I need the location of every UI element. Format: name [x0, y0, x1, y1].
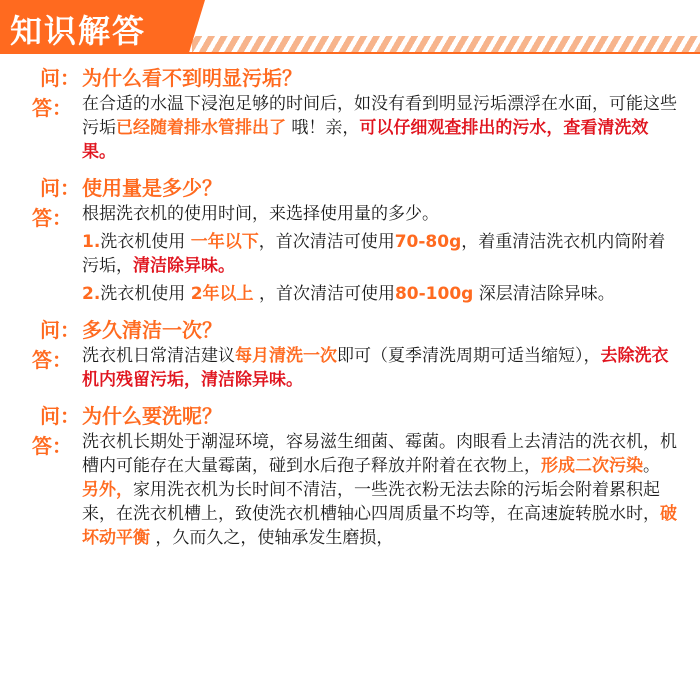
question-label: 问： [40, 404, 80, 428]
answer-text [82, 430, 677, 550]
answer-intro: 根据洗衣机的使用时间，来选择使用量的多少。 [82, 204, 439, 224]
answer-text-part: 洗衣机日常清洁建议 [82, 346, 235, 366]
answer-highlight: 破坏动平衡 [82, 504, 677, 548]
answer-highlight: 去除洗衣机内残留污垢，清洁除异味。 [82, 346, 669, 390]
question-label: 问： [40, 176, 80, 200]
answer-highlight: 每月清洗一次 [235, 346, 337, 366]
qa-content [0, 62, 700, 558]
answer-row [0, 430, 700, 550]
answer-text-part: ，着重清洁洗衣机内筒附着污垢， [82, 232, 666, 276]
answer-highlight: 另外， [82, 480, 133, 500]
answer-text-part: 家用洗衣机为长时间不清洁，一些洗衣粉无法去除的污垢会附着累积起来，在洗衣机槽上，致使洗衣机槽轴心四周质量不均等，在高速旋转脱水时， [82, 480, 660, 524]
answer-text-part: 即可（夏季清洗周期可适当缩短）， [337, 346, 601, 366]
question-row [0, 62, 700, 92]
answer-text-part: ，首次清洁可使用 [253, 284, 395, 304]
question-label: 问： [40, 66, 80, 90]
answer-row [0, 92, 700, 164]
answer-text [82, 344, 677, 392]
answer-text [82, 92, 677, 164]
answer-label: 答： [32, 96, 72, 120]
answer-text-part: 洗衣机使用 [100, 232, 191, 252]
question-row [0, 172, 700, 202]
header-bar [0, 0, 700, 54]
question-row [0, 400, 700, 430]
list-item [82, 230, 677, 278]
answer-row [0, 344, 700, 392]
question-text: 多久清洁一次？ [82, 318, 222, 342]
question-row [0, 314, 700, 344]
page-title: 知识解答 [10, 12, 147, 50]
answer-highlight: 2年以上 [190, 284, 254, 304]
qa-block [0, 172, 700, 306]
answer-text-part: ，久而久之，使轴承发生磨损， [150, 528, 394, 548]
question-text: 为什么要洗呢？ [82, 404, 222, 428]
answer-text-part: 洗衣机使用 [100, 284, 191, 304]
answer-row [0, 202, 700, 306]
answer-text-part: 。 [643, 456, 660, 476]
answer-highlight: 80-100g [394, 284, 474, 304]
list-number: 2. [82, 284, 101, 304]
question-text: 使用量是多少？ [82, 176, 222, 200]
answer-text-part: 在合适的水温下浸泡足够的时间后，如没有看到明显污垢漂浮在水面，可能这些污垢 [82, 94, 677, 138]
answer-highlight: 一年以下 [190, 232, 259, 252]
answer-highlight: 形成二次污染 [541, 456, 643, 476]
answer-label: 答： [32, 348, 72, 372]
answer-text-part: ，首次清洁可使用 [258, 232, 395, 252]
question-text: 为什么看不到明显污垢？ [82, 66, 302, 90]
answer-text-part: 深层清洁除异味。 [473, 284, 615, 304]
list-item [82, 282, 677, 306]
question-label: 问： [40, 318, 80, 342]
answer-text [82, 202, 677, 306]
answer-highlight: 70-80g [394, 232, 462, 252]
list-number: 1. [82, 232, 101, 252]
answer-label: 答： [32, 206, 72, 230]
answer-text-part: 哦！亲， [286, 118, 360, 138]
answer-label: 答： [32, 434, 72, 458]
answer-highlight: 清洁除异味。 [133, 256, 235, 276]
qa-block [0, 314, 700, 392]
qa-block [0, 400, 700, 550]
answer-highlight: 可以仔细观查排出的污水，查看清洗效果。 [82, 118, 649, 162]
qa-block [0, 62, 700, 164]
answer-highlight: 已经随着排水管排出了 [116, 118, 286, 138]
answer-text-part: 洗衣机长期处于潮湿环境，容易滋生细菌、霉菌。肉眼看上去清洁的洗衣机，机槽内可能存在大量霉菌，碰到水后孢子释放并附着在衣物上， [82, 432, 677, 476]
